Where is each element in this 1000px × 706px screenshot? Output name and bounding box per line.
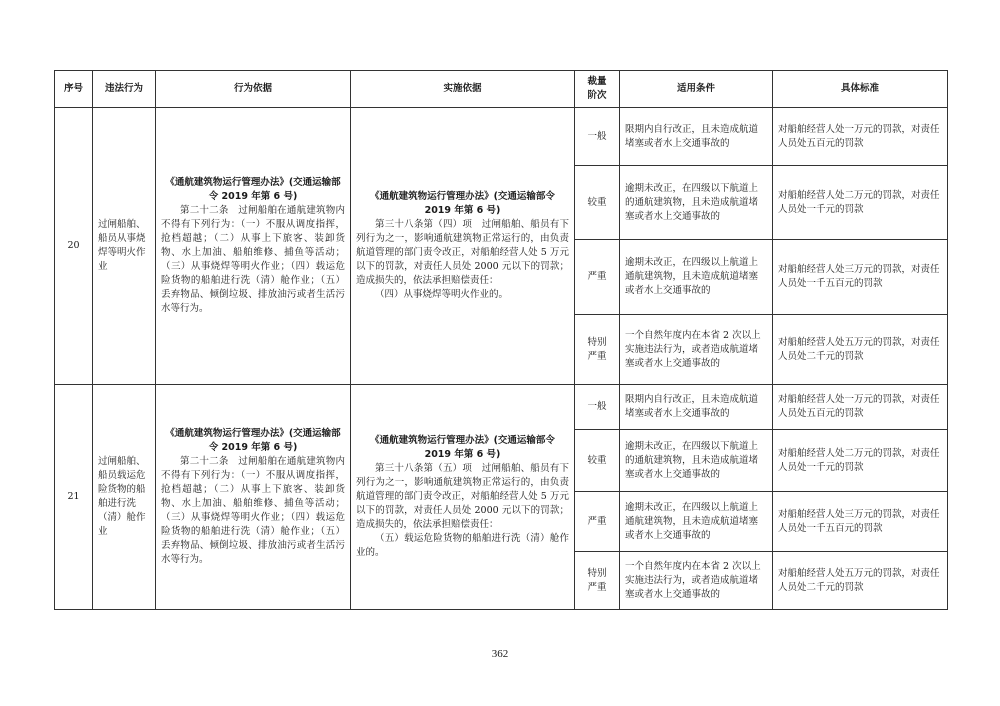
penalty-discretion-table bbox=[54, 70, 948, 610]
impl-title: 《通航建筑物运行管理办法》(交通运输部令 2019 年第 6 号) bbox=[370, 435, 555, 460]
impl-title: 《通航建筑物运行管理办法》(交通运输部令 2019 年第 6 号) bbox=[370, 191, 555, 216]
behavior-basis bbox=[156, 385, 351, 610]
specific-standard: 对船舶经营人处二万元的罚款，对责任人员处一千元的罚款 bbox=[773, 430, 948, 492]
applicable-condition: 一个自然年度内在本省 2 次以上实施违法行为，或者造成航道堵塞或者水上交通事故的 bbox=[620, 315, 773, 385]
impl-item: （四）从事烧焊等明火作业的。 bbox=[375, 289, 509, 300]
header-level: 裁量阶次 bbox=[575, 71, 620, 108]
specific-standard: 对船舶经营人处三万元的罚款，对责任人员处一千五百元的罚款 bbox=[773, 492, 948, 552]
row-number: 20 bbox=[55, 108, 93, 385]
discretion-level: 特别严重 bbox=[575, 315, 620, 385]
discretion-level: 严重 bbox=[575, 240, 620, 315]
implementation-basis bbox=[351, 385, 575, 610]
violation-act: 过闸船舶、船员载运危险货物的船舶进行洗（清）舱作业 bbox=[93, 385, 156, 610]
violation-act: 过闸船舶、船员从事烧焊等明火作业 bbox=[93, 108, 156, 385]
applicable-condition: 逾期未改正，在四级以上航道上通航建筑物，且未造成航道堵塞或者水上交通事故的 bbox=[620, 492, 773, 552]
header-impl: 实施依据 bbox=[351, 71, 575, 108]
discretion-level: 较重 bbox=[575, 166, 620, 240]
header-cond: 适用条件 bbox=[620, 71, 773, 108]
header-no: 序号 bbox=[55, 71, 93, 108]
behavior-basis bbox=[156, 108, 351, 385]
discretion-level: 较重 bbox=[575, 430, 620, 492]
specific-standard: 对船舶经营人处三万元的罚款，对责任人员处一千五百元的罚款 bbox=[773, 240, 948, 315]
page-number: 362 bbox=[491, 648, 509, 660]
applicable-condition: 一个自然年度内在本省 2 次以上实施违法行为，或者造成航道堵塞或者水上交通事故的 bbox=[620, 552, 773, 610]
header-basis: 行为依据 bbox=[156, 71, 351, 108]
specific-standard: 对船舶经营人处五万元的罚款，对责任人员处二千元的罚款 bbox=[773, 552, 948, 610]
table-row bbox=[55, 108, 948, 166]
specific-standard: 对船舶经营人处五万元的罚款，对责任人员处二千元的罚款 bbox=[773, 315, 948, 385]
specific-standard: 对船舶经营人处一万元的罚款，对责任人员处五百元的罚款 bbox=[773, 385, 948, 430]
specific-standard: 对船舶经营人处一万元的罚款，对责任人员处五百元的罚款 bbox=[773, 108, 948, 166]
applicable-condition: 逾期未改正，在四级以下航道上的通航建筑物，且未造成航道堵塞或者水上交通事故的 bbox=[620, 166, 773, 240]
table-row bbox=[55, 385, 948, 430]
impl-body: 第三十八条第（五）项 过闸船舶、船员有下列行为之一，影响通航建筑物正常运行的，由负责航道管理的部门责令改正，对船舶经营人处 5 万元以下的罚款，对责任人员处 2000 元以下的罚款；造成损失的，依法承担赔偿责任： bbox=[356, 463, 569, 530]
specific-standard: 对船舶经营人处二万元的罚款，对责任人员处一千元的罚款 bbox=[773, 166, 948, 240]
discretion-level: 严重 bbox=[575, 492, 620, 552]
row-number: 21 bbox=[55, 385, 93, 610]
applicable-condition: 限期内自行改正，且未造成航道堵塞或者水上交通事故的 bbox=[620, 385, 773, 430]
impl-item: （五）载运危险货物的船舶进行洗（清）舱作业的。 bbox=[356, 533, 569, 558]
discretion-level: 一般 bbox=[575, 385, 620, 430]
basis-title: 《通航建筑物运行管理办法》(交通运输部令 2019 年第 6 号) bbox=[165, 428, 341, 453]
discretion-level: 一般 bbox=[575, 108, 620, 166]
implementation-basis bbox=[351, 108, 575, 385]
applicable-condition: 逾期未改正，在四级以上航道上通航建筑物，且未造成航道堵塞或者水上交通事故的 bbox=[620, 240, 773, 315]
impl-body: 第三十八条第（四）项 过闸船舶、船员有下列行为之一，影响通航建筑物正常运行的，由负责航道管理的部门责令改正，对船舶经营人处 5 万元以下的罚款，对责任人员处 2000 元以下的罚款；造成损失的，依法承担赔偿责任： bbox=[356, 219, 569, 286]
table-header-row bbox=[55, 71, 948, 108]
header-std: 具体标准 bbox=[773, 71, 948, 108]
header-act: 违法行为 bbox=[93, 71, 156, 108]
applicable-condition: 限期内自行改正，且未造成航道堵塞或者水上交通事故的 bbox=[620, 108, 773, 166]
basis-title: 《通航建筑物运行管理办法》(交通运输部令 2019 年第 6 号) bbox=[165, 177, 341, 202]
applicable-condition: 逾期未改正，在四级以下航道上的通航建筑物，且未造成航道堵塞或者水上交通事故的 bbox=[620, 430, 773, 492]
basis-body: 第二十二条 过闸船舶在通航建筑物内不得有下列行为：（一）不服从调度指挥，抢档超越；（二）从事上下旅客、装卸货物、水上加油、船舶维修、捕鱼等活动；（三）从事烧焊等明火作业；（四）载运危险货物的船舶进行洗（清）舱作业；（五）丢弃物品、倾倒垃圾、排放油污或者生活污水等行为。 bbox=[161, 456, 345, 565]
basis-body: 第二十二条 过闸船舶在通航建筑物内不得有下列行为：（一）不服从调度指挥，抢档超越；（二）从事上下旅客、装卸货物、水上加油、船舶维修、捕鱼等活动；（三）从事烧焊等明火作业；（四）载运危险货物的船舶进行洗（清）舱作业；（五）丢弃物品、倾倒垃圾、排放油污或者生活污水等行为。 bbox=[161, 205, 345, 314]
discretion-level: 特别严重 bbox=[575, 552, 620, 610]
